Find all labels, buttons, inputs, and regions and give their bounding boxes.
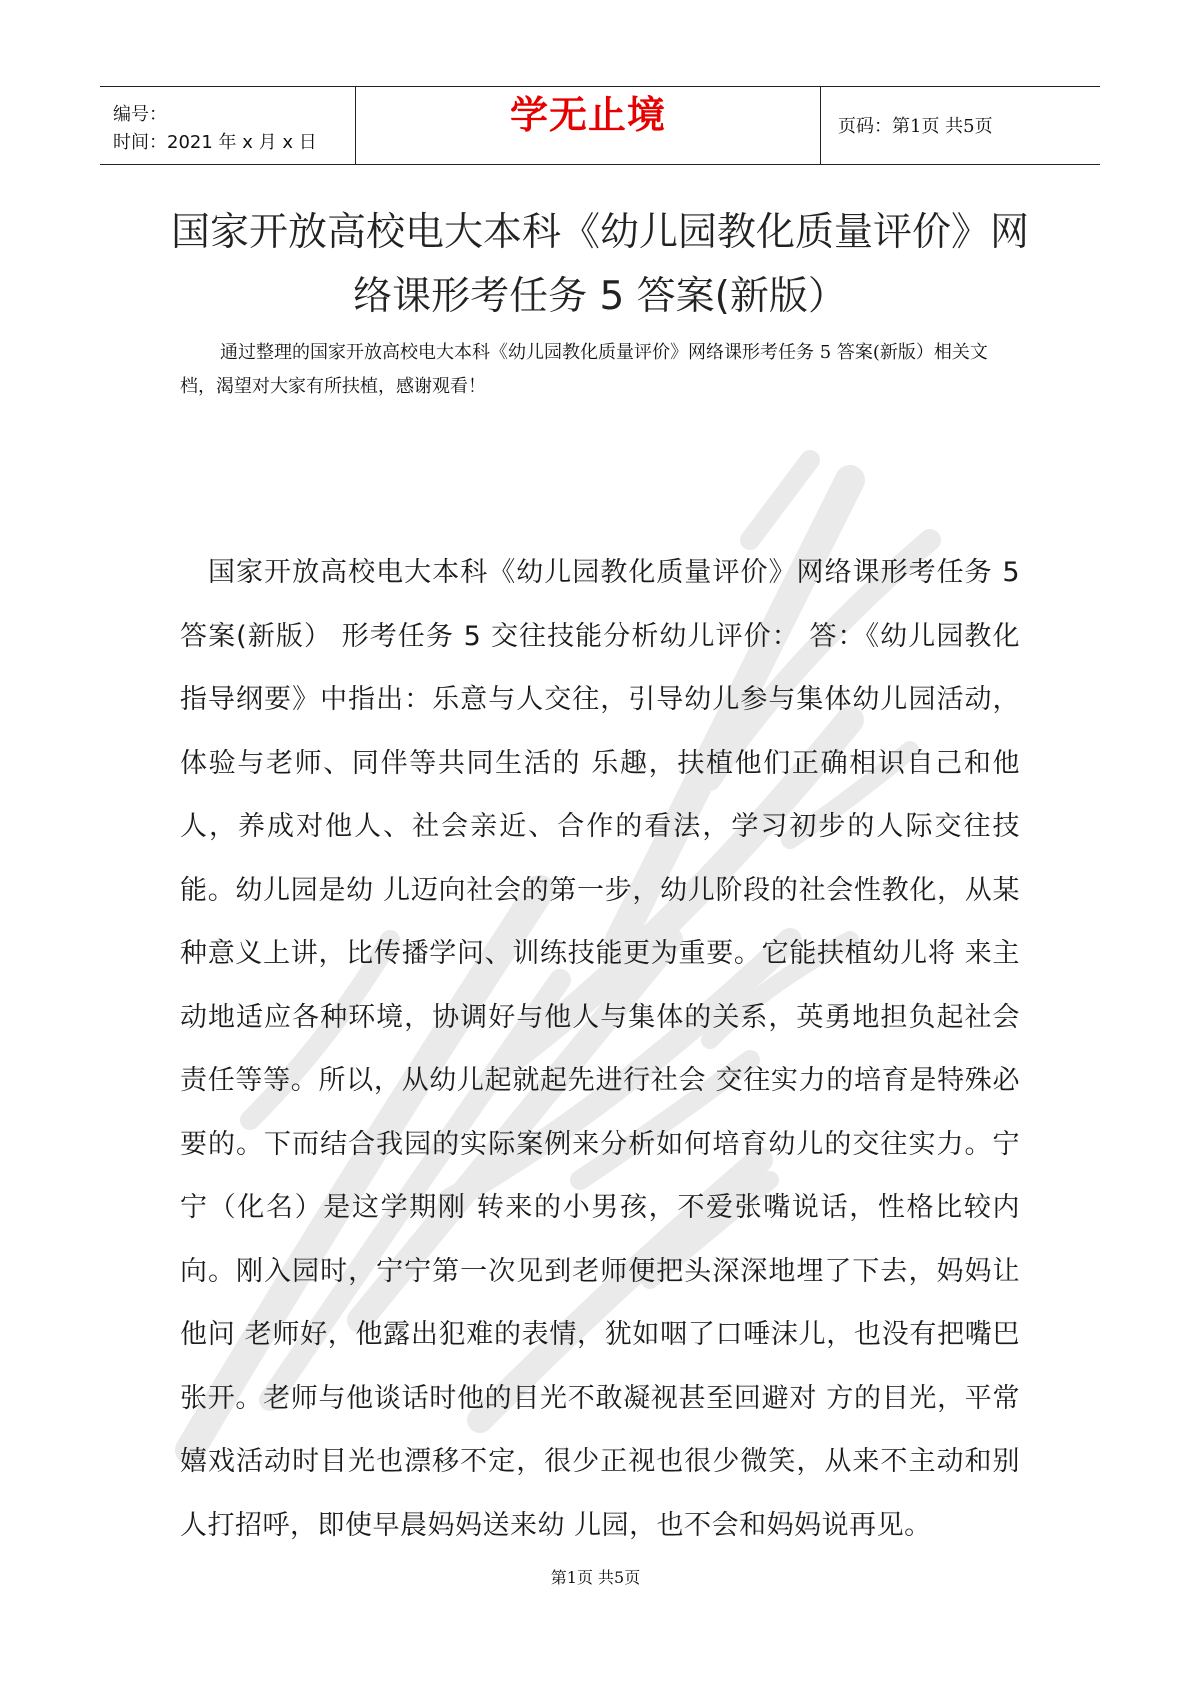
document-title: 国家开放高校电大本科《幼儿园教化质量评价》网络课形考任务 5 答案(新版） — [170, 210, 1029, 320]
header-meta — [113, 101, 317, 157]
body-paragraph: 国家开放高校电大本科《幼儿园教化质量评价》网络课形考任务 5 答案(新版） 形考任务 5 交往技能分析幼儿评价： 答：《幼儿园教化指导纲要》中指出：乐意与人交往，引导幼儿参与集体幼儿园活动，体验与老师、同伴等共同生活的 乐趣，扶植他们正确相识自己和他人，养成对他人、社会亲近、合作的看法，学习初步的人际交往技能。幼儿园是幼 儿迈向社会的第一步，幼儿阶段的社会性教化，从某种意义上讲，比传播学问、训练技能更为重要。它能扶植幼儿将 来主动地适应各种环境，协调好与他人与集体的关系，英勇地担负起社会责任等等。所以，从幼儿起就起先进行社会 交往实力的培育是特殊必要的。下而结合我园的实际案例来分析如何培育幼儿的交往实力。宁宁（化名）是这学期刚 转来的小男孩，不爱张嘴说话，性格比较内向。刚入园时，宁宁第一次见到老师便把头深深地埋了下去，妈妈让他问 老师好，他露出犯难的表情，犹如咽了口唾沫儿，也没有把嘴巴张开。老师与他谈话时他的目光不敢凝视甚至回避对 方的目光，平常嬉戏活动时目光也漂移不定，很少正视也很少微笑，从来不主动和别人打招呼，即使早晨妈妈送来幼 儿园，也不会和妈妈说再见。 — [180, 557, 1020, 1541]
intro-paragraph: 通过整理的国家开放高校电大本科《幼儿园教化质量评价》网络课形考任务 5 答案(新版）相关文档，渴望对大家有所扶植，感谢观看！ — [180, 342, 988, 397]
brand-slogan: 学无止境 — [509, 93, 666, 137]
header-page-info: 页码：第1页 共5页 — [838, 116, 993, 137]
page-footer: 第1页 共5页 — [550, 1568, 641, 1587]
date-label: 时间：2021 年 x 月 x 日 — [113, 132, 317, 153]
serial-number-label: 编号： — [113, 104, 167, 125]
header-divider-right — [820, 86, 821, 164]
header-bottom-rule — [100, 164, 1100, 165]
